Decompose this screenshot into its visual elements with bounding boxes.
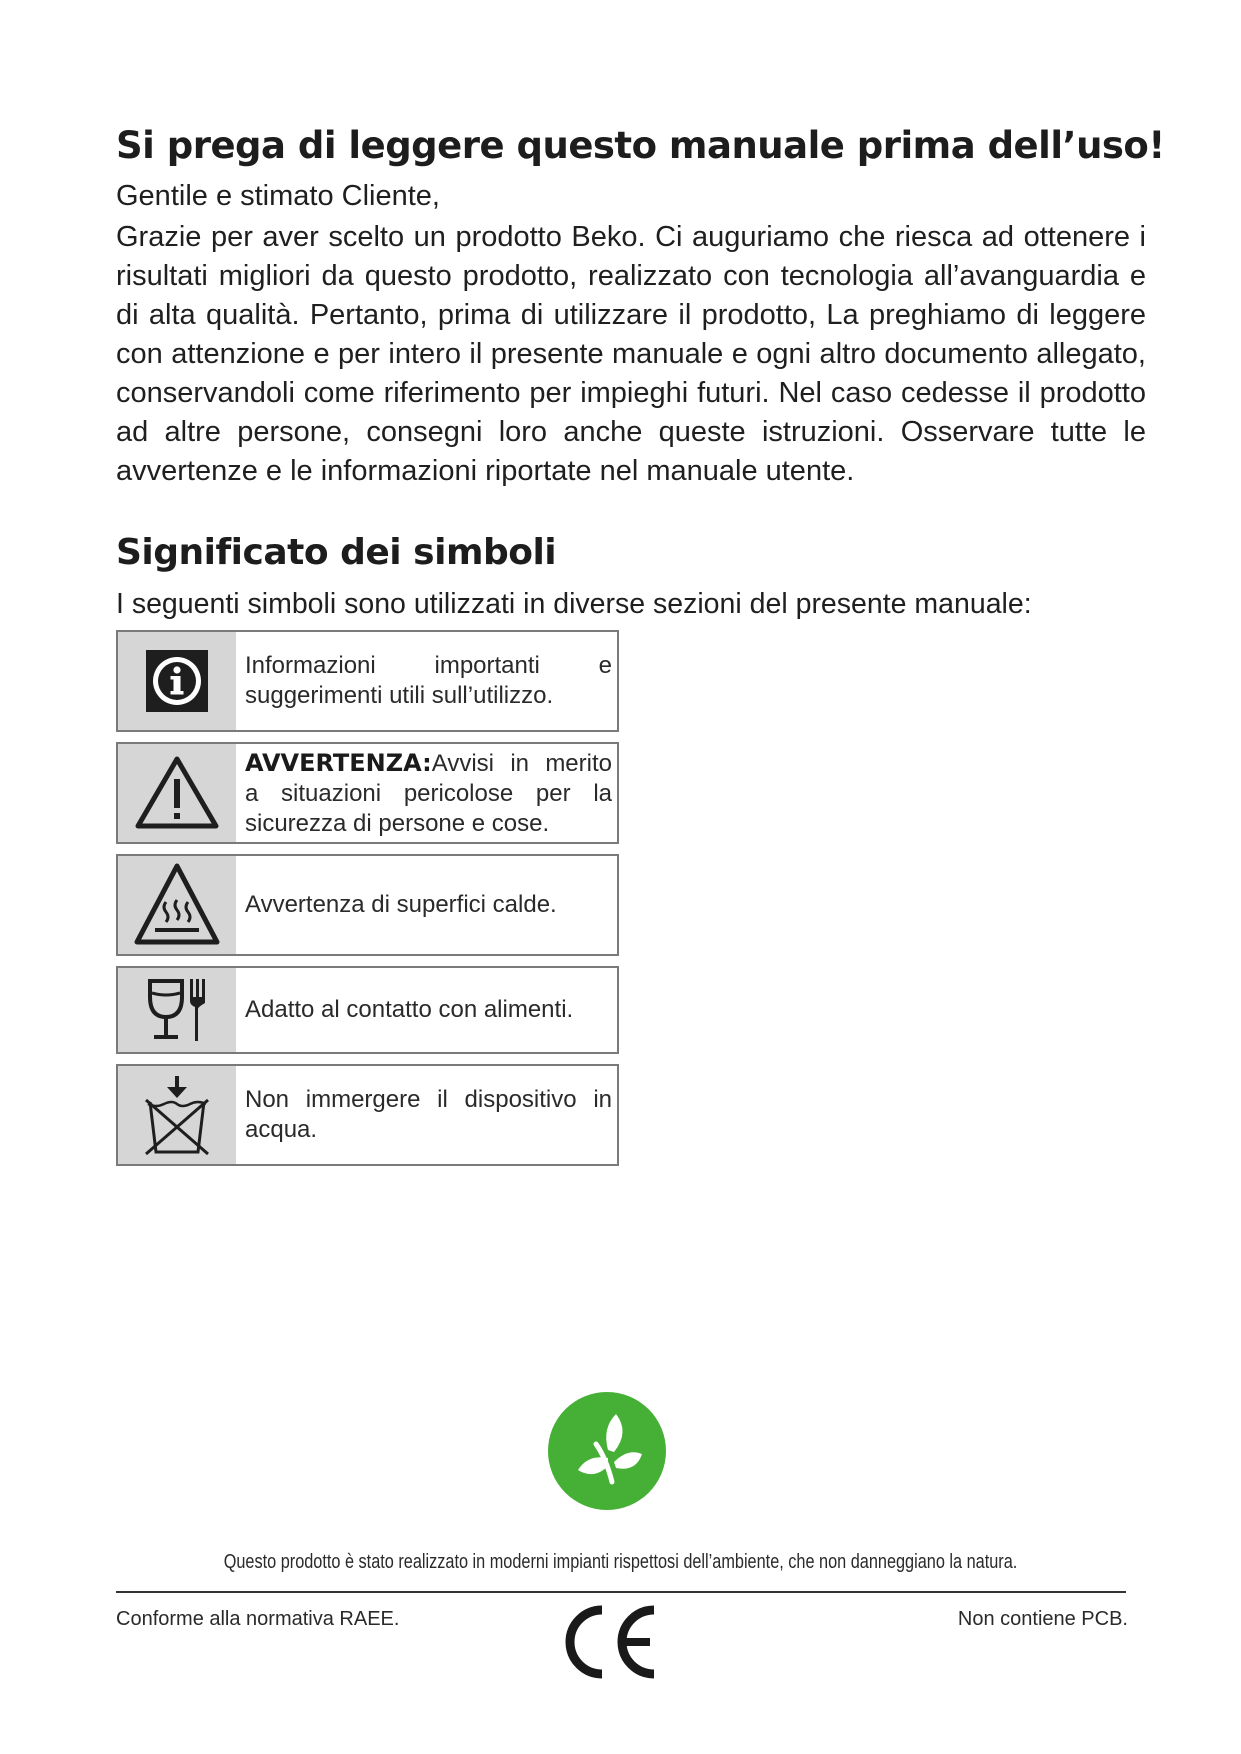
- symbol-row-hot-surface: [116, 854, 619, 956]
- footer-divider: [116, 1591, 1126, 1593]
- page-title: Si prega di leggere questo manuale prima dell’uso!: [116, 124, 1165, 167]
- symbol-description: Non immergere il dispositivo in acqua.: [245, 1086, 612, 1143]
- symbol-description: Adatto al contatto con alimenti.: [245, 996, 574, 1023]
- no-immerse-icon: [118, 1066, 236, 1164]
- symbol-row-no-immerse: [116, 1064, 619, 1166]
- symbol-row-food-contact: [116, 966, 619, 1054]
- symbol-row-warning: [116, 742, 619, 844]
- symbols-section-title: Significato dei simboli: [116, 532, 557, 573]
- symbol-description: Avvertenza di superfici calde.: [245, 891, 557, 918]
- symbols-intro-text: I seguenti simboli sono utilizzati in diverse sezioni del presente manuale:: [116, 588, 1032, 620]
- hot-surface-icon: [118, 856, 236, 954]
- greeting-text: Gentile e stimato Cliente,: [116, 180, 440, 212]
- warning-icon: [118, 744, 236, 842]
- symbol-description: Avvisi in merito a situazioni pericolose per la sicurezza di persone e cose.: [245, 749, 612, 837]
- intro-paragraph: Grazie per aver scelto un prodotto Beko. Ci auguriamo che riesca ad ottenere i risultati migliori da questo prodotto, realizzato con tecnologia all’avanguardia e di alta qualità. Pertanto, prima di utilizzare il prodotto, La preghiamo di leggere con attenzione e per intero il presente manuale e ogni altro documento allegato, conservandoli come riferimento per impieghi futuri. Nel caso cedesse il prodotto ad altre persone, consegni loro anche queste istruzioni. Osservare tutte le avvertenze e le informazioni riportate nel manuale utente.: [116, 221, 1146, 487]
- pcb-free-text: Non contiene PCB.: [957, 1608, 1128, 1630]
- ce-mark-icon: [556, 1602, 660, 1682]
- leaf-icon: [548, 1392, 666, 1510]
- weee-compliance-text: Conforme alla normativa RAEE.: [116, 1608, 400, 1630]
- symbol-description: Informazioni importanti e suggerimenti utili sull’utilizzo.: [245, 652, 612, 709]
- info-icon: [118, 632, 236, 730]
- food-contact-icon: [118, 968, 236, 1052]
- symbol-row-info: [116, 630, 619, 732]
- eco-statement: Questo prodotto è stato realizzato in moderni impianti rispettosi dell’ambiente, che non danneggiano la natura.: [223, 1551, 1018, 1573]
- warning-label: AVVERTENZA:: [245, 748, 432, 777]
